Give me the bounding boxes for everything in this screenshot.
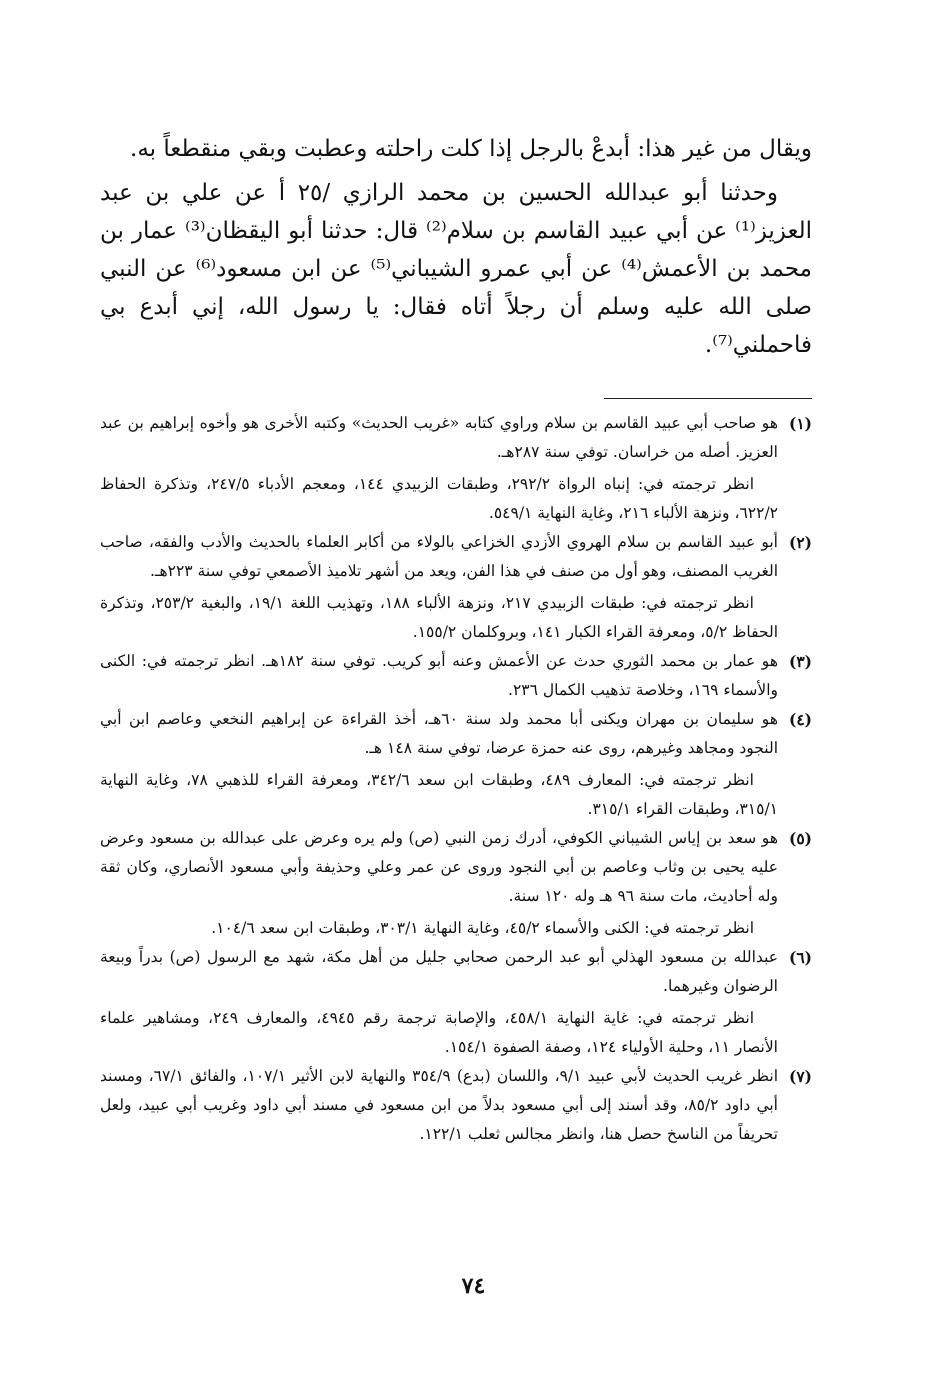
- footnote-3: [100, 647, 812, 705]
- footnote-number: (٥): [788, 829, 812, 848]
- footnote-7: [100, 1062, 812, 1149]
- footnote-number: (٤): [788, 710, 812, 729]
- footnote-2: [100, 528, 812, 647]
- footnote-number: (٣): [788, 652, 812, 671]
- footnote-4: [100, 705, 812, 824]
- footnote-number: (٢): [788, 533, 812, 552]
- footnote-5: [100, 824, 812, 943]
- footnote-reference: انظر ترجمته في: المعارف ٤٨٩، وطبقات ابن سعد ٣٤٢/٦، ومعرفة القراء للذهبي ٧٨، وغاية النهاية ٣١٥/١، وطبقات القراء ٣١٥/١.: [100, 771, 778, 818]
- footnote-text: هو صاحب أبي عبيد القاسم بن سلام وراوي كتابه «غريب الحديث» وكتبه الأخرى هو وأخوه إبراهيم بن عبد العزيز. أصله من خراسان. توفي سنة ٢٨٧هـ.: [100, 414, 778, 461]
- page-body: [100, 130, 812, 1149]
- footnote-reference: انظر ترجمته في: غاية النهاية ٤٥٨/١، والإصابة ترجمة رقم ٤٩٤٥، والمعارف ٢٤٩، ومشاهير علماء الأنصار ١١، وحلية الأولياء ١٢٤، وصفة الصفوة ١٥٤/١.: [100, 1009, 778, 1056]
- footnote-1: [100, 409, 812, 528]
- footnote-number: (١): [788, 414, 812, 433]
- footnote-number: (٧): [788, 1067, 812, 1086]
- footnotes: [100, 409, 812, 1149]
- main-paragraph-1: ويقال من غير هذا: أبدعْ بالرجل إذا كلت راحلته وعطبت وبقي منقطعاً به.: [130, 136, 812, 162]
- footnote-text: هو سعد بن إياس الشيباني الكوفي، أدرك زمن النبي (ص) ولم يره وعرض على عبدالله بن مسعود وعرض عليه يحيى بن وثاب وعاصم بن أبي النجود وروى عن عمر وعلي وحذيفة وأبي مسعود الأنصاري، وكان ثقة وله أحاديث، مات سنة ٩٦ هـ وله ١٢٠ سنة.: [100, 829, 778, 905]
- footnote-number: (٦): [788, 948, 812, 967]
- main-text: [100, 130, 812, 364]
- footnote-reference: انظر ترجمته في: إنباه الرواة ٢٩٢/٢، وطبقات الزبيدي ١٤٤، ومعجم الأدباء ٢٤٧/٥، وتذكرة الحفاظ ٦٢٢/٢، ونزهة الألباء ٢١٦، وغاية النهاية ٥٤٩/١.: [100, 475, 778, 522]
- footnote-reference: انظر ترجمته في: الكنى والأسماء ٤٥/٢، وغاية النهاية ٣٠٣/١، وطبقات ابن سعد ١٠٤/٦.: [211, 919, 754, 937]
- footnote-text: هو سليمان بن مهران ويكنى أبا محمد ولد سنة ٦٠هـ، أخذ القراءة عن إبراهيم النخعي وعاصم ابن أبي النجود ومجاهد وغيرهم، روى عنه حمزة عرضا، توفي سنة ١٤٨ هـ.: [100, 710, 778, 757]
- footnote-text: أبو عبيد القاسم بن سلام الهروي الأزدي الخزاعي بالولاء من أكابر العلماء بالحديث والأدب والفقه، صاحب الغريب المصنف، وهو أول من صنف في هذا الفن، ويعد من أشهر تلاميذ الأصمعي توفي سنة ٢٢٣هـ.: [100, 533, 778, 580]
- footnote-reference: انظر ترجمته في: طبقات الزبيدي ٢١٧، ونزهة الألباء ١٨٨، وتهذيب اللغة ١٩/١، والبغية ٢٥٣/٢، وتذكرة الحفاظ ٥/٢، ومعرفة القراء الكبار ١٤١، وبروكلمان ١٥٥/٢.: [100, 594, 778, 641]
- footnote-text: انظر غريب الحديث لأبي عبيد ٩/١، واللسان (بدع) ٣٥٤/٩ والنهاية لابن الأثير ١٠٧/١، والفائق ٦٧/١، ومسند أبي داود ٨٥/٢، وقد أسند إلى أبي مسعود بدلاً من ابن مسعود في مسند أبي داود وغريب أبي عبيد، ولعل تحريفاً من الناسخ حصل هنا، وانظر مجالس ثعلب ١٢٢/١.: [100, 1067, 779, 1143]
- footnote-separator: [604, 398, 812, 399]
- main-paragraph-2: وحدثنا أبو عبدالله الحسين بن محمد الرازي /٢٥ أ عن علي بن عبد العزيز⁽¹⁾ عن أبي عبيد القاسم بن سلام⁽²⁾ قال: حدثنا أبو اليقظان⁽³⁾ عمار بن محمد بن الأعمش⁽⁴⁾ عن أبي عمرو الشيباني⁽⁵⁾ عن ابن مسعود⁽⁶⁾ عن النبي صلى الله عليه وسلم أن رجلاً أتاه فقال: يا رسول الله، إني أبدع بي فاحملني⁽⁷⁾.: [100, 180, 812, 358]
- footnote-6: [100, 943, 812, 1062]
- footnote-text: هو عمار بن محمد الثوري حدث عن الأعمش وعنه أبو كريب. توفي سنة ١٨٢هـ. انظر ترجمته في: الكنى والأسماء ١٦٩، وخلاصة تذهيب الكمال ٢٣٦.: [100, 652, 778, 699]
- footnote-text: عبدالله بن مسعود الهذلي أبو عبد الرحمن صحابي جليل من أهل مكة، شهد مع الرسول (ص) بدراً وبيعة الرضوان وغيرهما.: [100, 948, 778, 995]
- page-number: ٧٤: [461, 1273, 486, 1299]
